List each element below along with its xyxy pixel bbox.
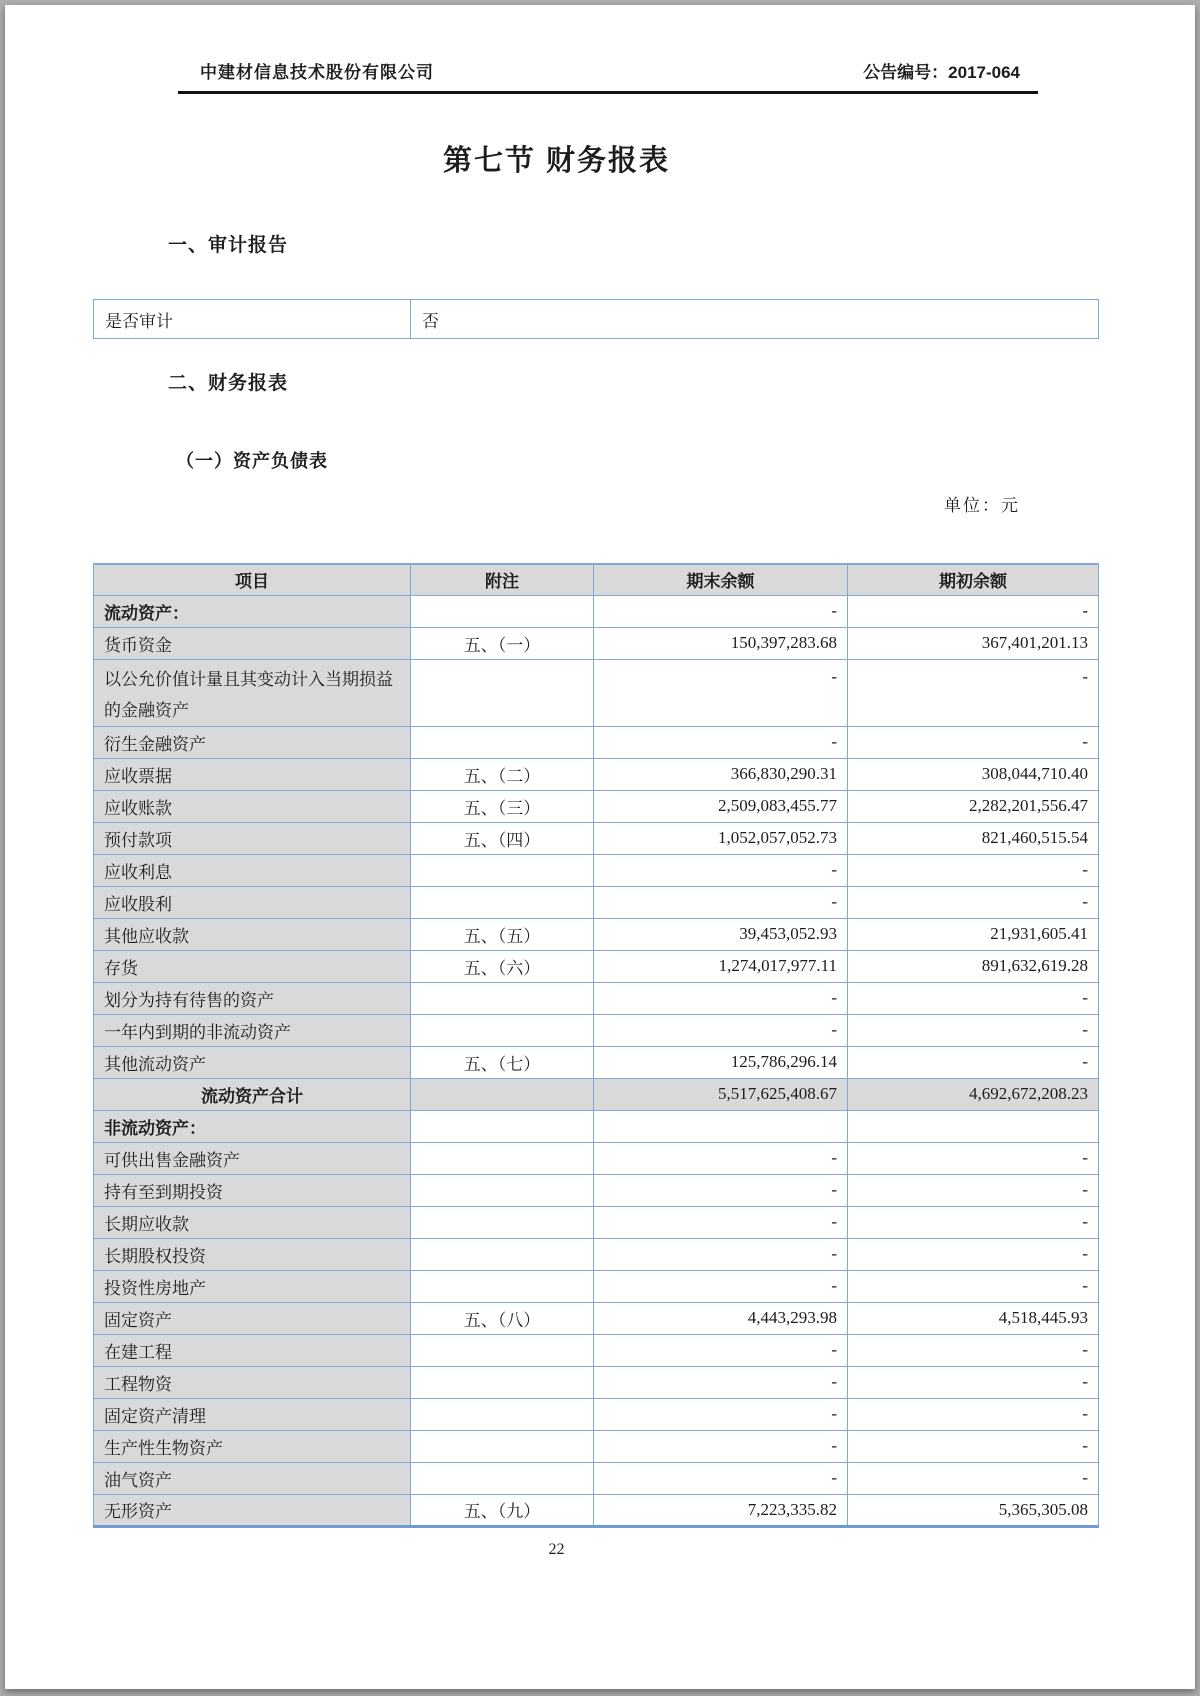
closing-balance-cell: - — [594, 854, 848, 886]
opening-balance-cell — [848, 1110, 1099, 1142]
note-cell: 五、（四） — [411, 822, 594, 854]
table-row — [94, 918, 1099, 950]
closing-balance-cell: 7,223,335.82 — [594, 1494, 848, 1526]
document-page — [5, 5, 1195, 1689]
closing-balance-cell: - — [594, 1238, 848, 1270]
announcement-number — [863, 58, 1020, 83]
item-cell: 固定资产清理 — [94, 1398, 411, 1430]
table-row — [94, 726, 1099, 758]
opening-balance-cell: 4,692,672,208.23 — [848, 1078, 1099, 1110]
closing-balance-cell: - — [594, 595, 848, 627]
table-row — [94, 595, 1099, 627]
note-cell — [411, 1430, 594, 1462]
table-row — [94, 758, 1099, 790]
page-number: 22 — [548, 1541, 565, 1558]
column-header-opening-balance: 期初余额 — [848, 564, 1099, 595]
table-row — [94, 886, 1099, 918]
table-row — [94, 1110, 1099, 1142]
item-cell: 投资性房地产 — [94, 1270, 411, 1302]
item-cell: 划分为持有待售的资产 — [94, 982, 411, 1014]
item-cell: 生产性生物资产 — [94, 1430, 411, 1462]
note-cell — [411, 1270, 594, 1302]
opening-balance-cell: - — [848, 1430, 1099, 1462]
opening-balance-cell: - — [848, 982, 1099, 1014]
audit-answer-cell: 否 — [411, 300, 1099, 339]
closing-balance-cell: - — [594, 1014, 848, 1046]
item-cell: 预付款项 — [94, 822, 411, 854]
opening-balance-cell: - — [848, 1334, 1099, 1366]
item-cell: 持有至到期投资 — [94, 1174, 411, 1206]
opening-balance-cell: - — [848, 726, 1099, 758]
closing-balance-cell: - — [594, 982, 848, 1014]
section-statements-heading: 二、财务报表 — [168, 373, 289, 394]
opening-balance-cell: 5,365,305.08 — [848, 1494, 1099, 1526]
note-cell — [411, 886, 594, 918]
closing-balance-cell: 366,830,290.31 — [594, 758, 848, 790]
item-cell: 一年内到期的非流动资产 — [94, 1014, 411, 1046]
note-cell: 五、（二） — [411, 758, 594, 790]
opening-balance-cell: 21,931,605.41 — [848, 918, 1099, 950]
opening-balance-cell: 891,632,619.28 — [848, 950, 1099, 982]
closing-balance-cell: - — [594, 886, 848, 918]
closing-balance-cell: 1,052,057,052.73 — [594, 822, 848, 854]
item-cell: 应收账款 — [94, 790, 411, 822]
item-cell: 油气资产 — [94, 1462, 411, 1494]
closing-balance-cell: - — [594, 1270, 848, 1302]
table-row — [94, 1046, 1099, 1078]
note-cell — [411, 1398, 594, 1430]
closing-balance-cell: 1,274,017,977.11 — [594, 950, 848, 982]
note-cell: 五、（一） — [411, 627, 594, 659]
note-cell: 五、（六） — [411, 950, 594, 982]
table-row — [94, 790, 1099, 822]
table-row — [94, 1430, 1099, 1462]
audit-question-cell: 是否审计 — [94, 300, 411, 339]
note-cell — [411, 595, 594, 627]
table-row — [94, 1238, 1099, 1270]
table-row — [94, 854, 1099, 886]
opening-balance-cell: 367,401,201.13 — [848, 627, 1099, 659]
table-row — [94, 822, 1099, 854]
opening-balance-cell: - — [848, 886, 1099, 918]
note-cell — [411, 1238, 594, 1270]
opening-balance-cell: - — [848, 1014, 1099, 1046]
opening-balance-cell: 821,460,515.54 — [848, 822, 1099, 854]
item-cell: 工程物资 — [94, 1366, 411, 1398]
closing-balance-cell: 4,443,293.98 — [594, 1302, 848, 1334]
note-cell: 五、（三） — [411, 790, 594, 822]
item-cell: 非流动资产： — [94, 1110, 411, 1142]
column-header-closing-balance: 期末余额 — [594, 564, 848, 595]
item-cell: 可供出售金融资产 — [94, 1142, 411, 1174]
closing-balance-cell: 150,397,283.68 — [594, 627, 848, 659]
item-cell: 以公允价值计量且其变动计入当期损益的金融资产 — [94, 659, 411, 726]
opening-balance-cell: - — [848, 1142, 1099, 1174]
note-cell — [411, 1366, 594, 1398]
item-cell: 应收票据 — [94, 758, 411, 790]
opening-balance-cell: - — [848, 1270, 1099, 1302]
table-row — [94, 1398, 1099, 1430]
table-row — [94, 1174, 1099, 1206]
closing-balance-cell: - — [594, 1334, 848, 1366]
item-cell: 应收股利 — [94, 886, 411, 918]
note-cell — [411, 1462, 594, 1494]
table-row — [94, 1270, 1099, 1302]
table-row — [94, 1366, 1099, 1398]
item-cell: 其他应收款 — [94, 918, 411, 950]
closing-balance-cell: - — [594, 1366, 848, 1398]
closing-balance-cell: - — [594, 1174, 848, 1206]
table-row — [94, 1078, 1099, 1110]
audit-row — [94, 300, 1099, 339]
note-cell — [411, 1206, 594, 1238]
opening-balance-cell: - — [848, 1366, 1099, 1398]
note-cell — [411, 1014, 594, 1046]
table-row — [94, 1302, 1099, 1334]
note-cell: 五、（九） — [411, 1494, 594, 1526]
closing-balance-cell: 39,453,052.93 — [594, 918, 848, 950]
audit-table — [93, 299, 1099, 339]
item-cell: 流动资产合计 — [94, 1078, 411, 1110]
closing-balance-cell: - — [594, 1398, 848, 1430]
closing-balance-cell: - — [594, 1206, 848, 1238]
unit-label: 单位：元 — [944, 496, 1020, 515]
opening-balance-cell: - — [848, 1238, 1099, 1270]
note-cell — [411, 1078, 594, 1110]
item-cell: 长期应收款 — [94, 1206, 411, 1238]
table-row — [94, 1334, 1099, 1366]
table-row — [94, 659, 1099, 726]
note-cell — [411, 1110, 594, 1142]
note-cell — [411, 1174, 594, 1206]
item-cell: 流动资产： — [94, 595, 411, 627]
table-row — [94, 950, 1099, 982]
opening-balance-cell: - — [848, 595, 1099, 627]
note-cell — [411, 659, 594, 726]
note-cell: 五、（七） — [411, 1046, 594, 1078]
closing-balance-cell — [594, 1110, 848, 1142]
closing-balance-cell: - — [594, 1462, 848, 1494]
table-row — [94, 982, 1099, 1014]
item-cell: 衍生金融资产 — [94, 726, 411, 758]
closing-balance-cell: - — [594, 1142, 848, 1174]
table-row — [94, 1494, 1099, 1526]
header-divider — [178, 91, 1038, 94]
table-row — [94, 1142, 1099, 1174]
note-cell — [411, 854, 594, 886]
balance-sheet-table — [93, 563, 1099, 1528]
closing-balance-cell: 5,517,625,408.67 — [594, 1078, 848, 1110]
closing-balance-cell: - — [594, 726, 848, 758]
note-cell — [411, 982, 594, 1014]
column-header-item: 项目 — [94, 564, 411, 595]
closing-balance-cell: - — [594, 659, 848, 726]
closing-balance-cell: 2,509,083,455.77 — [594, 790, 848, 822]
section-audit-heading: 一、审计报告 — [168, 235, 289, 256]
opening-balance-cell: 4,518,445.93 — [848, 1302, 1099, 1334]
opening-balance-cell: - — [848, 1046, 1099, 1078]
opening-balance-cell: 308,044,710.40 — [848, 758, 1099, 790]
opening-balance-cell: - — [848, 854, 1099, 886]
item-cell: 存货 — [94, 950, 411, 982]
company-name: 中建材信息技术股份有限公司 — [200, 63, 434, 82]
announcement-label: 公告编号： — [863, 63, 949, 82]
closing-balance-cell: - — [594, 1430, 848, 1462]
opening-balance-cell: - — [848, 1462, 1099, 1494]
opening-balance-cell: - — [848, 1398, 1099, 1430]
table-row — [94, 1462, 1099, 1494]
note-cell: 五、（五） — [411, 918, 594, 950]
item-cell: 应收利息 — [94, 854, 411, 886]
column-header-note: 附注 — [411, 564, 594, 595]
item-cell: 在建工程 — [94, 1334, 411, 1366]
item-cell: 无形资产 — [94, 1494, 411, 1526]
note-cell — [411, 1334, 594, 1366]
table-row — [94, 1206, 1099, 1238]
item-cell: 长期股权投资 — [94, 1238, 411, 1270]
opening-balance-cell: - — [848, 659, 1099, 726]
table-row — [94, 1014, 1099, 1046]
subsection-balance-sheet-heading: （一）资产负债表 — [176, 451, 328, 471]
item-cell: 其他流动资产 — [94, 1046, 411, 1078]
table-row — [94, 627, 1099, 659]
item-cell: 固定资产 — [94, 1302, 411, 1334]
note-cell: 五、（八） — [411, 1302, 594, 1334]
closing-balance-cell: 125,786,296.14 — [594, 1046, 848, 1078]
opening-balance-cell: 2,282,201,556.47 — [848, 790, 1099, 822]
announcement-value: 2017-064 — [948, 63, 1020, 82]
opening-balance-cell: - — [848, 1206, 1099, 1238]
note-cell — [411, 726, 594, 758]
item-cell: 货币资金 — [94, 627, 411, 659]
opening-balance-cell: - — [848, 1174, 1099, 1206]
note-cell — [411, 1142, 594, 1174]
page-title: 第七节 财务报表 — [442, 145, 671, 177]
table-header-row — [94, 564, 1099, 595]
